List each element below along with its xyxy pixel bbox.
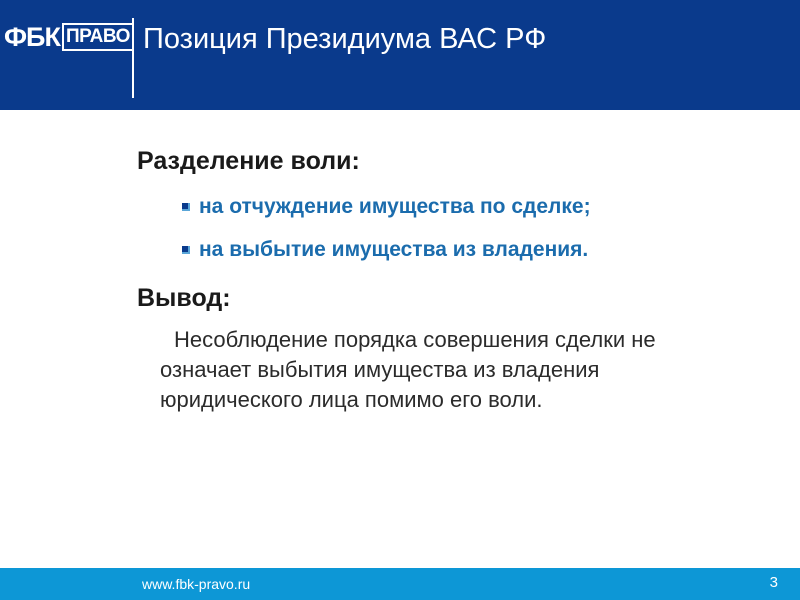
- header-bar: [0, 0, 800, 110]
- footer-url: www.fbk-pravo.ru: [142, 576, 251, 592]
- bullet-item: [182, 192, 591, 222]
- conclusion-line: юридического лица помимо его воли.: [160, 387, 543, 412]
- header-divider: [132, 18, 134, 98]
- conclusion-line: означает выбытия имущества из владения: [160, 357, 600, 382]
- heading-conclusion: Вывод:: [137, 284, 231, 312]
- bullet-text: на выбытие имущества из владения.: [199, 238, 589, 261]
- bullet-item: [182, 235, 588, 265]
- square-bullet-icon: [182, 203, 190, 211]
- logo-fbk-text: ФБК: [4, 22, 60, 52]
- logo-pravo-text: ПРАВО: [62, 23, 134, 51]
- bullet-text: на отчуждение имущества по сделке;: [199, 195, 591, 218]
- page-number: 3: [769, 574, 778, 591]
- square-bullet-icon: [182, 246, 190, 254]
- footer-bar: [0, 568, 800, 600]
- slide-title: Позиция Президиума ВАС РФ: [143, 23, 547, 55]
- conclusion-line: Несоблюдение порядка совершения сделки не: [174, 327, 656, 352]
- fbk-pravo-logo: [4, 22, 134, 52]
- heading-will-division: Разделение воли:: [137, 147, 360, 175]
- conclusion-text: [160, 325, 780, 415]
